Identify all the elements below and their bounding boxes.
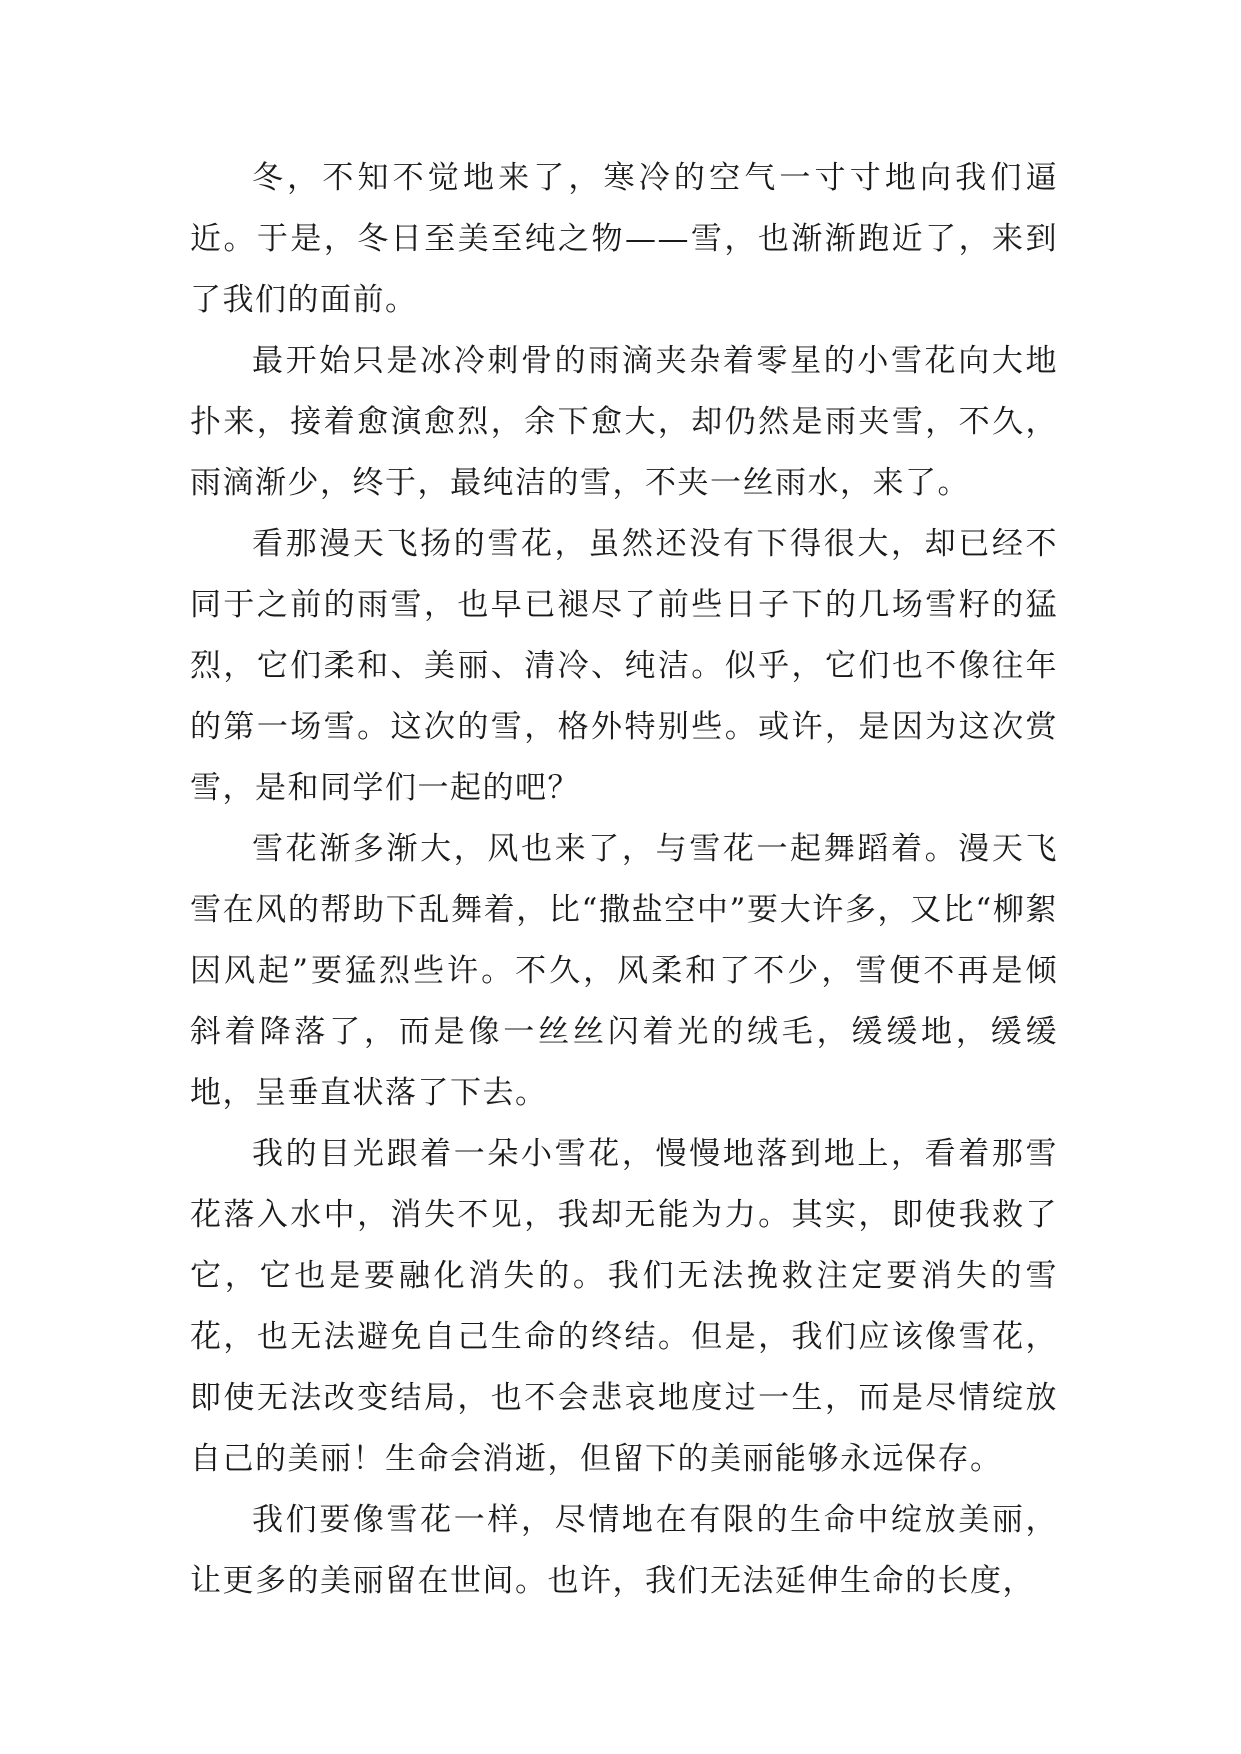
paragraph-3: 看那漫天飞扬的雪花，虽然还没有下得很大，却已经不同于之前的雨雪，也早已褪尽了前些日子下的几场雪籽的猛烈，它们柔和、美丽、清冷、纯洁。似乎，它们也不像往年的第一场雪。这次的雪，格外特别些。或许，是因为这次赏雪，是和同学们一起的吧？: [190, 526, 1058, 806]
paragraph-1: 冬，不知不觉地来了，寒冷的空气一寸寸地向我们逼近。于是，冬日至美至纯之物——雪，也渐渐跑近了，来到了我们的面前。: [190, 160, 1058, 318]
paragraph-4: 雪花渐多渐大，风也来了，与雪花一起舞蹈着。漫天飞雪在风的帮助下乱舞着，比“撒盐空中”要大许多，又比“柳絮因风起”要猛烈些许。不久，风柔和了不少，雪便不再是倾 斜着降落了，而是像一丝丝闪着光的绒毛，缓缓地，缓缓地，呈垂直状落了下去。: [190, 831, 1058, 1111]
paragraph-5: 我的目光跟着一朵小雪花，慢慢地落到地上，看着那雪花落入水中，消失不见，我却无能为力。其实，即使我救了它，它也是要融化消失的。我们无法挽救注定要消失的雪花，也无法避免自己生命的终结。但是，我们应该像雪花，即使无法改变结局，也不会悲哀地度过一生，而是尽情绽放自己的美丽！生命会消逝，但留下的美丽能够永远保存。: [190, 1136, 1058, 1477]
document-page: [190, 148, 1058, 1612]
paragraph-6: 我们要像雪花一样，尽情地在有限的生命中绽放美丽，让更多的美丽留在世间。也许，我们无法延伸生命的长度，: [190, 1502, 1058, 1599]
paragraph-2: 最开始只是冰冷刺骨的雨滴夹杂着零星的小雪花向大地扑来，接着愈演愈烈，余下愈大，却仍然是雨夹雪，不久，雨滴渐少，终于，最纯洁的雪，不夹一丝雨水，来了。: [190, 343, 1058, 501]
